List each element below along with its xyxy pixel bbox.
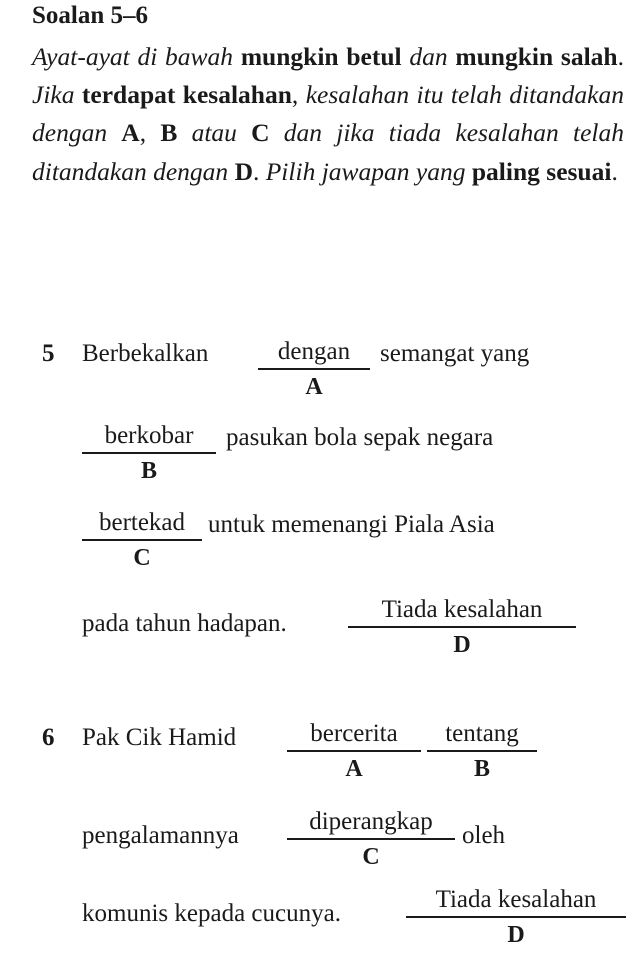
q5-option-a-label: A (305, 374, 323, 400)
q5-option-a-word: dengan (277, 338, 351, 365)
q5-option-b[interactable] (82, 420, 216, 485)
q5-option-d[interactable] (348, 594, 576, 659)
q5-option-d-label: D (453, 632, 471, 658)
instruction-run: mungkin betul (240, 42, 402, 71)
instruction-run: , (291, 80, 306, 110)
q6-option-d[interactable] (406, 884, 626, 949)
instruction-run: D (234, 156, 253, 186)
instruction-run: kesalahan itu telah ditandakan dengan (32, 80, 624, 148)
q6-text-3: oleh (462, 822, 506, 849)
q5-text-3: pasukan bola sepak negara (226, 424, 494, 451)
instruction-run: Pilih jawapan yang (265, 156, 472, 186)
instruction-run: Jika (32, 80, 82, 110)
instruction-run: . (617, 42, 624, 71)
instruction-run: dan (401, 42, 456, 71)
q6-option-a-word: bercerita (310, 720, 398, 747)
q6-option-d-word: Tiada kesalahan (435, 886, 597, 913)
q6-text-4: komunis kepada cucunya. (82, 900, 341, 927)
q6-option-b[interactable] (427, 718, 537, 783)
q5-option-b-word: berkobar (104, 422, 194, 449)
instruction-run: atau (177, 118, 252, 148)
q5-text-2: semangat yang (380, 340, 530, 367)
q5-option-c[interactable] (82, 507, 202, 572)
q5-option-c-word: bertekad (98, 509, 186, 536)
q6-text-2: pengalamannya (82, 822, 239, 849)
q5-text-1: Berbekalkan (82, 340, 209, 367)
instruction-run: mungkin salah (455, 42, 618, 71)
instruction-run: C (251, 118, 270, 148)
q6-option-b-word: tentang (445, 720, 519, 747)
q5-text-5: pada tahun hadapan. (82, 610, 287, 637)
instruction-run: , (139, 118, 161, 148)
q6-option-d-label: D (507, 922, 525, 948)
instruction-run: A (121, 118, 140, 148)
q6-option-c-label: C (362, 844, 380, 870)
q5-option-d-word: Tiada kesalahan (381, 596, 543, 623)
q6-number: 6 (42, 724, 55, 751)
instruction-run: B (160, 118, 178, 148)
q6-option-c[interactable] (287, 806, 455, 871)
q5-option-c-label: C (133, 545, 151, 571)
q6-option-b-label: B (473, 756, 490, 782)
q6-option-a[interactable] (287, 718, 421, 783)
instruction-run: . (611, 156, 618, 186)
q6-option-a-label: A (345, 756, 363, 782)
q5-number: 5 (42, 340, 55, 367)
instruction-run: Ayat-ayat di bawah (32, 42, 241, 71)
q6-text-1: Pak Cik Hamid (82, 724, 237, 751)
instruction-run: . (252, 156, 266, 186)
instructions-paragraph (32, 38, 624, 191)
instruction-run: paling sesuai (471, 156, 612, 186)
section-title: Soalan 5–6 (32, 2, 149, 29)
q5-option-a[interactable] (258, 336, 370, 401)
instruction-run: dan jika tiada kesalahan telah ditandakan dengan (32, 118, 624, 186)
instruction-run: terdapat kesalahan (81, 80, 292, 110)
q6-option-c-word: diperangkap (309, 808, 433, 835)
q5-text-4: untuk memenangi Piala Asia (208, 511, 495, 538)
q5-option-b-label: B (140, 458, 157, 484)
